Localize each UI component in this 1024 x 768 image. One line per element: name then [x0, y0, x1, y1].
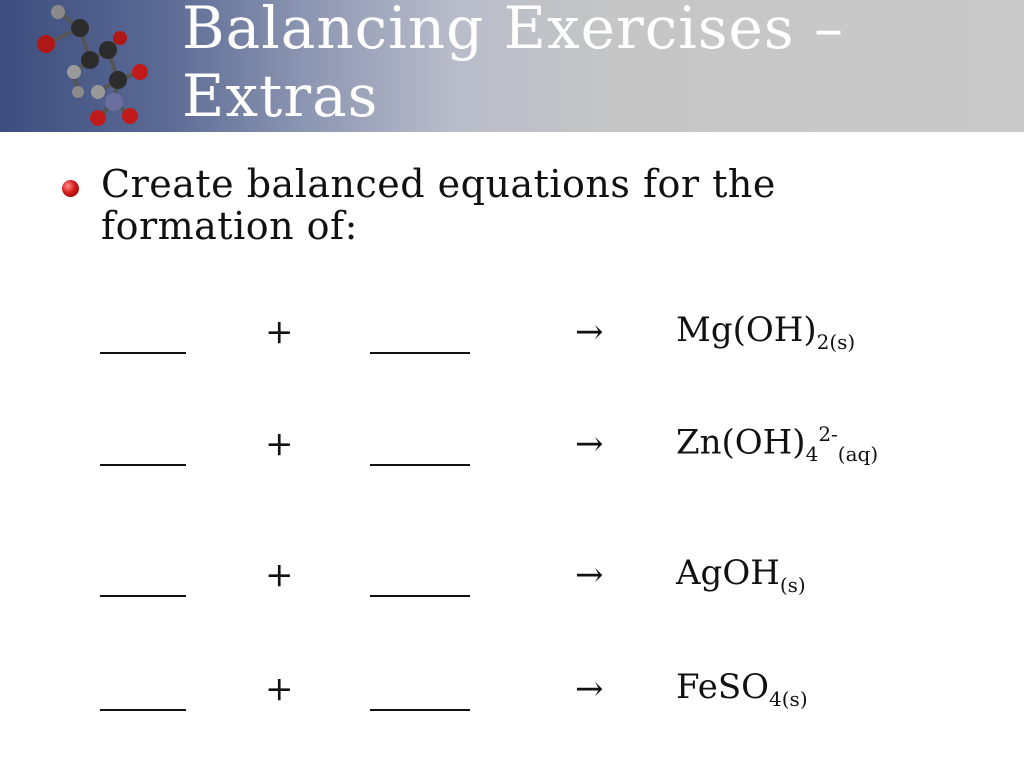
bullet-text: Create balanced equations for the formation of: — [101, 162, 776, 248]
equation-row — [0, 553, 1024, 613]
equation-row — [0, 310, 1024, 370]
product-formula: AgOH$_{(s)}$ — [676, 553, 806, 597]
plus-sign: + — [265, 312, 294, 352]
plus-sign: + — [265, 669, 294, 709]
plus-sign: + — [265, 555, 294, 595]
slide-title: Balancing Exercises – Extras — [182, 0, 845, 130]
answer-blank-2 — [370, 432, 470, 466]
equation-row — [0, 667, 1024, 727]
reaction-arrow: → — [575, 312, 604, 352]
product-formula: $Zn(OH)_4^{2-}_{(aq)}$ — [676, 422, 879, 467]
reaction-arrow: → — [575, 555, 604, 595]
answer-blank-1 — [100, 677, 186, 711]
red-sphere-bullet-icon — [62, 180, 79, 197]
reaction-arrow: → — [575, 669, 604, 709]
answer-blank-2 — [370, 677, 470, 711]
reaction-arrow: → — [575, 424, 604, 464]
equation-row — [0, 422, 1024, 482]
plus-sign: + — [265, 424, 294, 464]
answer-blank-1 — [100, 432, 186, 466]
title-band — [0, 0, 1024, 132]
molecule-icon — [18, 0, 168, 132]
product-formula: $Mg(OH)_{2(s)}$ — [676, 310, 856, 354]
answer-blank-2 — [370, 320, 470, 354]
product-formula: FeSO$_{4(s)}$ — [676, 667, 808, 711]
answer-blank-1 — [100, 563, 186, 597]
answer-blank-2 — [370, 563, 470, 597]
answer-blank-1 — [100, 320, 186, 354]
